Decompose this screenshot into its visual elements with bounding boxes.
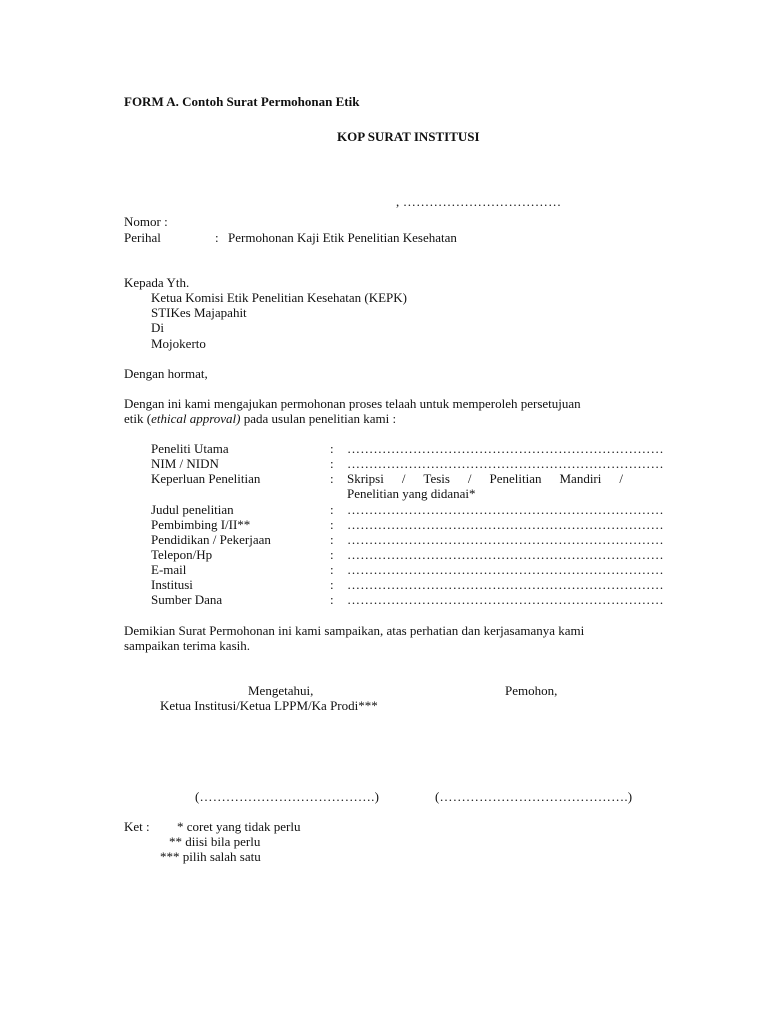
recipient-line: Di: [151, 320, 164, 335]
field-blank: ………………………………………………………………: [347, 562, 664, 577]
purpose-option: Tesis: [423, 471, 450, 486]
purpose-option-line-2: Penelitian yang didanai*: [347, 486, 476, 501]
purpose-options: [347, 471, 623, 486]
field-blank: ………………………………………………………………: [347, 577, 664, 592]
field-blank: ………………………………………………………………: [347, 456, 664, 471]
applicant-name-blank: (…………………………………….): [435, 789, 633, 804]
perihal-label: Perihal: [124, 230, 161, 245]
field-label: Pembimbing I/II**: [151, 517, 251, 532]
field-colon: :: [330, 562, 334, 577]
field-blank: ………………………………………………………………: [347, 592, 664, 607]
field-label: Peneliti Utama: [151, 441, 229, 456]
field-colon: :: [330, 532, 334, 547]
field-colon: :: [330, 441, 334, 456]
field-blank: ………………………………………………………………: [347, 502, 664, 517]
note-item: *** pilih salah satu: [160, 849, 261, 864]
field-label: Keperluan Penelitian: [151, 471, 261, 486]
purpose-option: Mandiri: [559, 471, 602, 486]
field-label: Telepon/Hp: [151, 547, 213, 562]
purpose-separator: /: [401, 471, 406, 486]
letterhead-placeholder: KOP SURAT INSTITUSI: [337, 129, 480, 144]
note-item: * coret yang tidak perlu: [177, 819, 301, 834]
field-label: E-mail: [151, 562, 187, 577]
field-colon: :: [330, 456, 334, 471]
intro-line-2: etik (ethical approval) pada usulan penelitian kami :: [124, 411, 397, 426]
field-blank: ………………………………………………………………: [347, 441, 664, 456]
field-colon: :: [330, 502, 334, 517]
recipient-line: STIKes Majapahit: [151, 305, 247, 320]
purpose-separator: /: [619, 471, 623, 486]
field-label: NIM / NIDN: [151, 456, 219, 471]
field-label: Institusi: [151, 577, 193, 592]
recipient-line: Mojokerto: [151, 336, 206, 351]
field-label: Judul penelitian: [151, 502, 234, 517]
purpose-option: Penelitian: [489, 471, 542, 486]
acknowledged-heading: Mengetahui,: [248, 683, 314, 698]
field-blank: ………………………………………………………………: [347, 547, 664, 562]
recipient-kepada: Kepada Yth.: [124, 275, 190, 290]
field-colon: :: [330, 592, 334, 607]
purpose-option: Skripsi: [347, 471, 384, 486]
acknowledger-role: Ketua Institusi/Ketua LPPM/Ka Prodi***: [160, 698, 378, 713]
perihal-colon: :: [215, 230, 219, 245]
intro-line-1: Dengan ini kami mengajukan permohonan proses telaah untuk memperoleh persetujuan: [124, 396, 581, 411]
field-blank: ………………………………………………………………: [347, 532, 664, 547]
field-label: Pendidikan / Pekerjaan: [151, 532, 271, 547]
note-item: ** diisi bila perlu: [169, 834, 261, 849]
nomor-label: Nomor :: [124, 214, 168, 229]
field-colon: :: [330, 517, 334, 532]
date-line: , ………………………………: [396, 194, 562, 209]
closing-line-2: sampaikan terima kasih.: [124, 638, 250, 653]
notes-label: Ket :: [124, 819, 150, 834]
acknowledger-name-blank: (………………………………….): [195, 789, 380, 804]
field-blank: ………………………………………………………………: [347, 517, 664, 532]
perihal-value: Permohonan Kaji Etik Penelitian Kesehatan: [228, 230, 457, 245]
salutation: Dengan hormat,: [124, 366, 208, 381]
field-colon: :: [330, 547, 334, 562]
form-title: FORM A. Contoh Surat Permohonan Etik: [124, 94, 360, 109]
field-label: Sumber Dana: [151, 592, 223, 607]
field-colon: :: [330, 471, 334, 486]
purpose-separator: /: [467, 471, 472, 486]
recipient-line: Ketua Komisi Etik Penelitian Kesehatan (KEPK): [151, 290, 407, 305]
applicant-heading: Pemohon,: [505, 683, 558, 698]
closing-line-1: Demikian Surat Permohonan ini kami sampaikan, atas perhatian dan kerjasamanya kami: [124, 623, 585, 638]
field-colon: :: [330, 577, 334, 592]
